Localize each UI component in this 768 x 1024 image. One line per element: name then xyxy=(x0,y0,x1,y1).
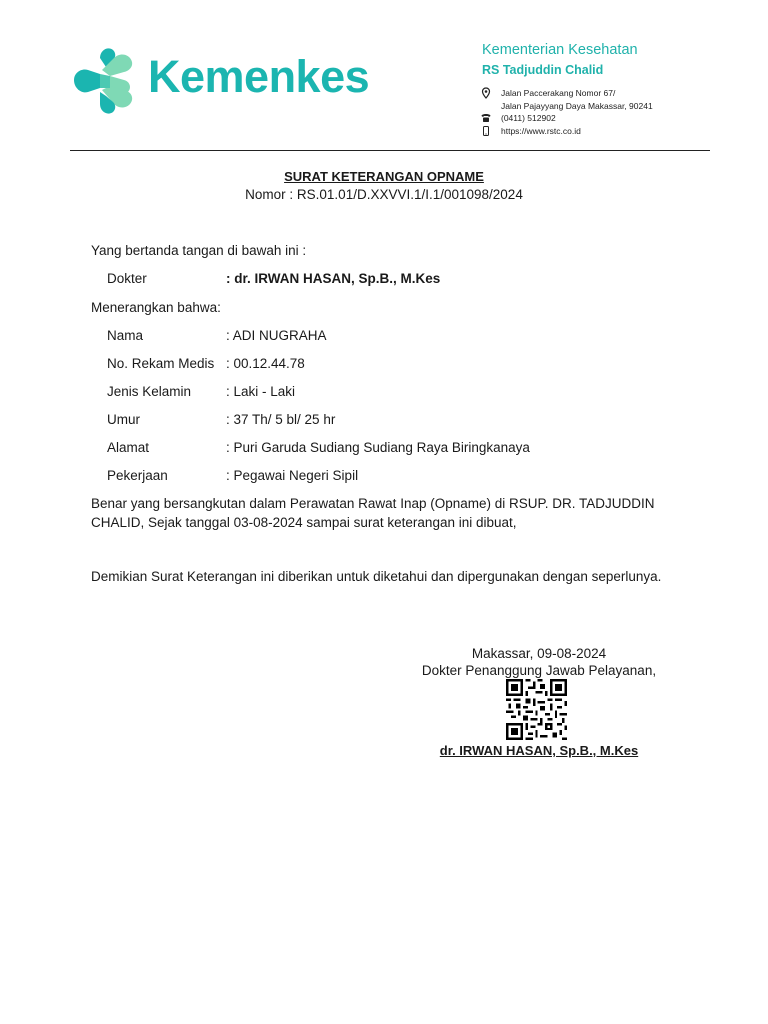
address-line-2: Jalan Pajayyang Daya Makassar, 90241 xyxy=(501,101,653,111)
field-value-age: : 37 Th/ 5 bl/ 25 hr xyxy=(226,412,336,427)
closing-paragraph: Demikian Surat Keterangan ini diberikan untuk diketahui dan dipergunakan dengan seperlunya. xyxy=(91,569,662,584)
mobile-icon xyxy=(480,125,492,137)
phone-icon xyxy=(480,112,492,124)
field-label-medical-record: No. Rekam Medis xyxy=(107,356,215,371)
address-block xyxy=(480,87,680,115)
signer-role: Dokter Penanggung Jawab Pelayanan, xyxy=(421,663,657,678)
phone-number: (0411) 512902 xyxy=(501,113,556,123)
ministry-name: Kementerian Kesehatan xyxy=(482,42,638,58)
field-value-address: : Puri Garuda Sudiang Sudiang Raya Biringkanaya xyxy=(226,440,530,455)
field-value-medical-record: : 00.12.44.78 xyxy=(226,356,305,371)
website-row xyxy=(480,125,680,138)
field-label-name: Nama xyxy=(107,328,144,343)
field-value-occupation: : Pegawai Negeri Sipil xyxy=(226,468,359,483)
logo-wordmark: Kemenkes xyxy=(148,51,370,102)
field-value-name: : ADI NUGRAHA xyxy=(226,328,327,343)
document-number: Nomor : RS.01.01/D.XXVVI.1/I.1/001098/2024 xyxy=(245,187,523,202)
field-label-address: Alamat xyxy=(107,440,150,455)
website-link[interactable]: https://www.rstc.co.id xyxy=(501,126,581,136)
qr-code-icon[interactable] xyxy=(506,679,567,740)
field-value-gender: : Laki - Laki xyxy=(226,384,296,399)
place-date: Makassar, 09-08-2024 xyxy=(471,646,607,661)
hospital-name: RS Tadjuddin Chalid xyxy=(482,63,604,77)
location-pin-icon xyxy=(480,87,492,99)
header-divider xyxy=(70,150,710,151)
doctor-value: : dr. IRWAN HASAN, Sp.B., M.Kes xyxy=(226,271,441,286)
document-title: SURAT KETERANGAN OPNAME xyxy=(284,169,484,184)
phone-row xyxy=(480,112,680,125)
field-label-occupation: Pekerjaan xyxy=(107,468,168,483)
field-label-age: Umur xyxy=(107,412,140,427)
address-line-1: Jalan Paccerakang Nomor 67/ xyxy=(501,88,616,98)
doctor-label: Dokter xyxy=(107,271,147,286)
signer-name-wrap xyxy=(386,743,692,758)
field-label-gender: Jenis Kelamin xyxy=(107,384,192,399)
statement-paragraph: Benar yang bersangkutan dalam Perawatan Rawat Inap (Opname) di RSUP. DR. TADJUDDIN CHALID, Sejak tanggal 03-08-2024 sampai surat keterangan ini dibuat, xyxy=(91,496,655,530)
intro-text: Yang bertanda tangan di bawah ini : xyxy=(91,243,307,258)
signer-name: dr. IRWAN HASAN, Sp.B., M.Kes xyxy=(439,743,639,758)
explains-text: Menerangkan bahwa: xyxy=(91,300,221,315)
